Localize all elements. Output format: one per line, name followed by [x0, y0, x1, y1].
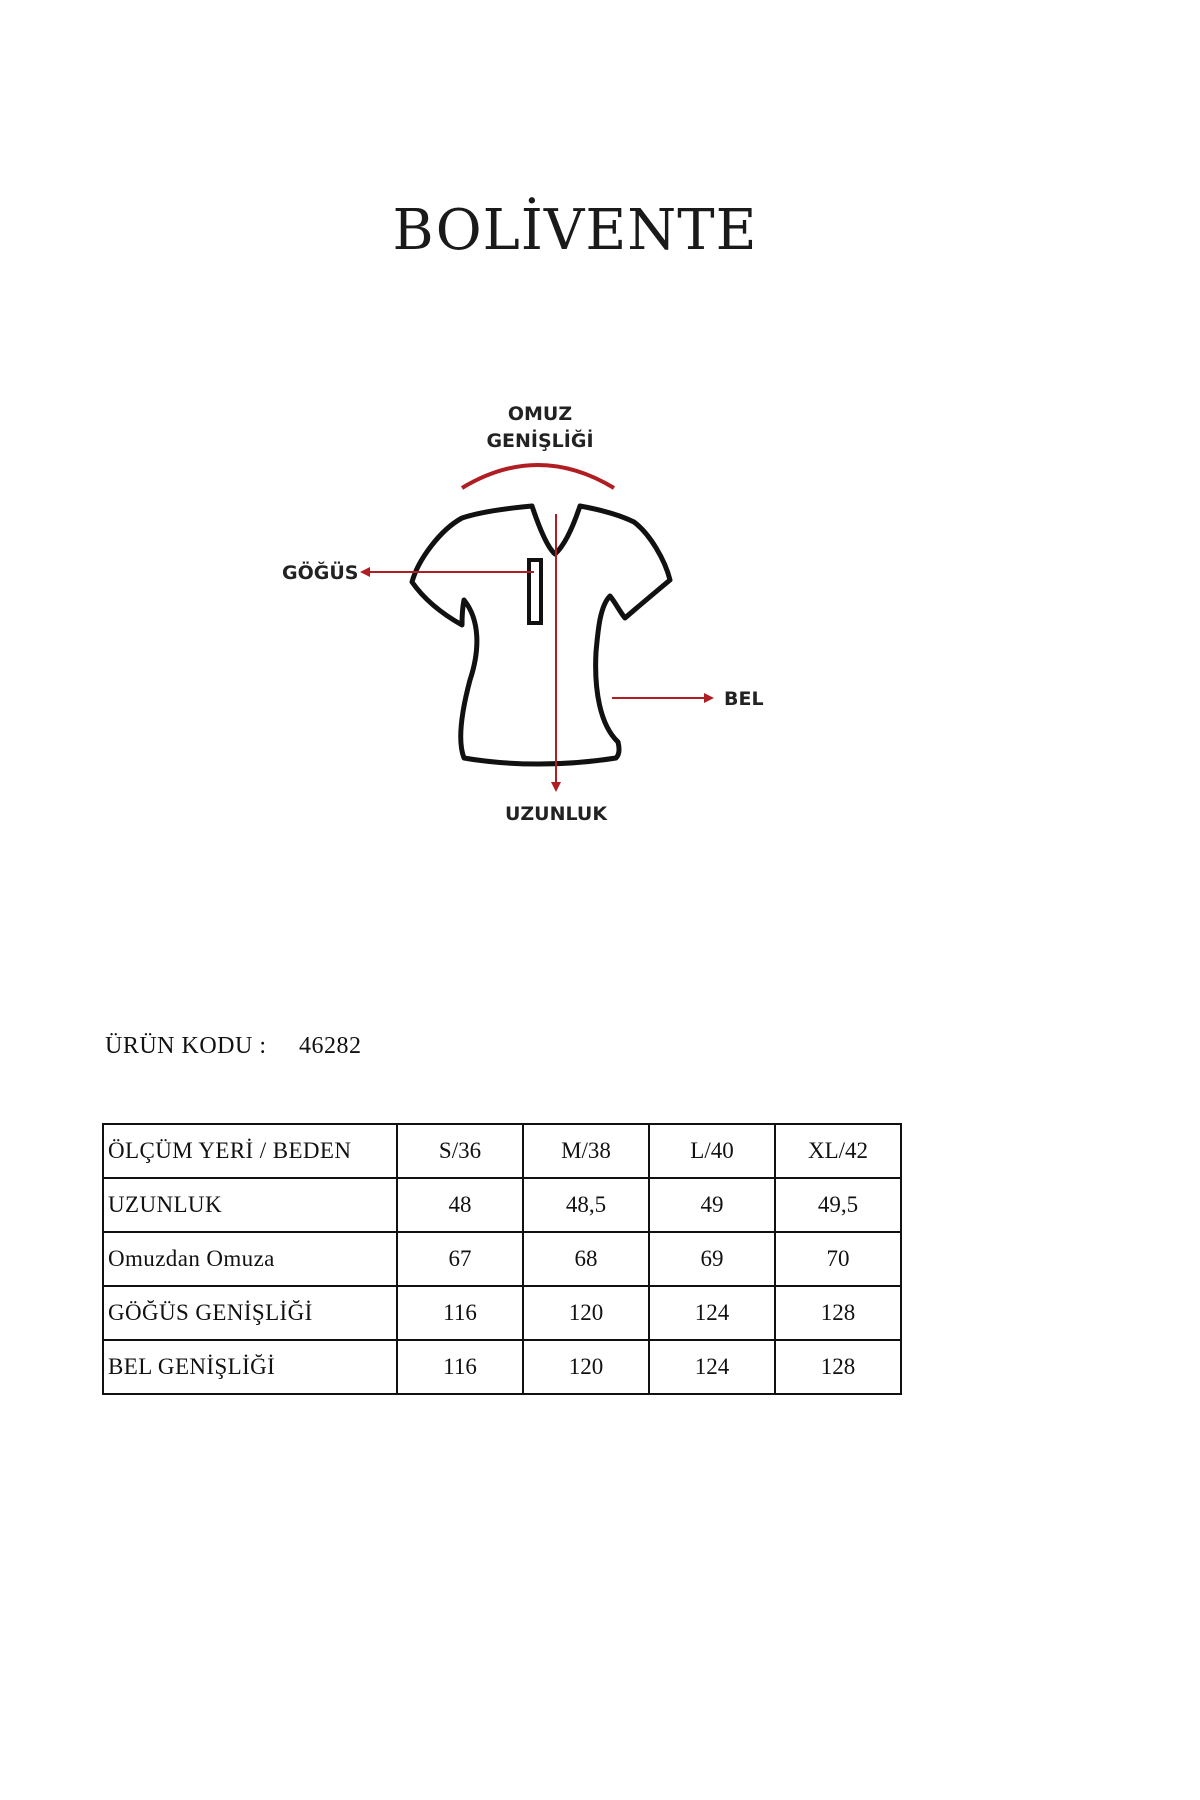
table-cell: 128 [775, 1286, 901, 1340]
table-header-label: ÖLÇÜM YERİ / BEDEN [103, 1124, 397, 1178]
length-label: UZUNLUK [504, 803, 608, 825]
table-cell: 48 [397, 1178, 523, 1232]
table-row [103, 1178, 901, 1232]
table-cell: 124 [649, 1340, 775, 1394]
row-label: UZUNLUK [103, 1178, 397, 1232]
shoulder-label-line2: GENİŞLİĞİ [486, 430, 594, 452]
blouse-outline-icon [412, 506, 670, 764]
row-label: Omuzdan Omuza [103, 1232, 397, 1286]
table-cell: 49 [649, 1178, 775, 1232]
table-cell: 69 [649, 1232, 775, 1286]
table-cell: 48,5 [523, 1178, 649, 1232]
table-cell: 70 [775, 1232, 901, 1286]
table-cell: 116 [397, 1286, 523, 1340]
blouse-diagram-svg [0, 380, 1200, 840]
placket-icon [529, 560, 541, 623]
chest-label: GÖĞÜS [282, 562, 359, 584]
size-table [102, 1123, 902, 1395]
shoulder-arc-icon [462, 465, 614, 488]
product-code-line [105, 1033, 362, 1060]
table-header-row [103, 1124, 901, 1178]
size-header-xl: XL/42 [775, 1124, 901, 1178]
table-row [103, 1340, 901, 1394]
product-code-label: ÜRÜN KODU : [105, 1033, 267, 1059]
table-cell: 67 [397, 1232, 523, 1286]
table-row [103, 1286, 901, 1340]
table-row [103, 1232, 901, 1286]
table-cell: 68 [523, 1232, 649, 1286]
brand-logo: BOLİVENTE [392, 198, 758, 263]
table-cell: 120 [523, 1286, 649, 1340]
table-cell: 128 [775, 1340, 901, 1394]
table-cell: 49,5 [775, 1178, 901, 1232]
table-cell: 116 [397, 1340, 523, 1394]
table-cell: 120 [523, 1340, 649, 1394]
row-label: BEL GENİŞLİĞİ [103, 1340, 397, 1394]
size-header-l: L/40 [649, 1124, 775, 1178]
size-header-s: S/36 [397, 1124, 523, 1178]
waist-label: BEL [724, 688, 764, 710]
shoulder-label-line1: OMUZ [507, 403, 573, 425]
table-cell: 124 [649, 1286, 775, 1340]
product-code-value: 46282 [299, 1033, 362, 1059]
size-header-m: M/38 [523, 1124, 649, 1178]
row-label: GÖĞÜS GENİŞLİĞİ [103, 1286, 397, 1340]
measurement-diagram [0, 380, 1200, 840]
